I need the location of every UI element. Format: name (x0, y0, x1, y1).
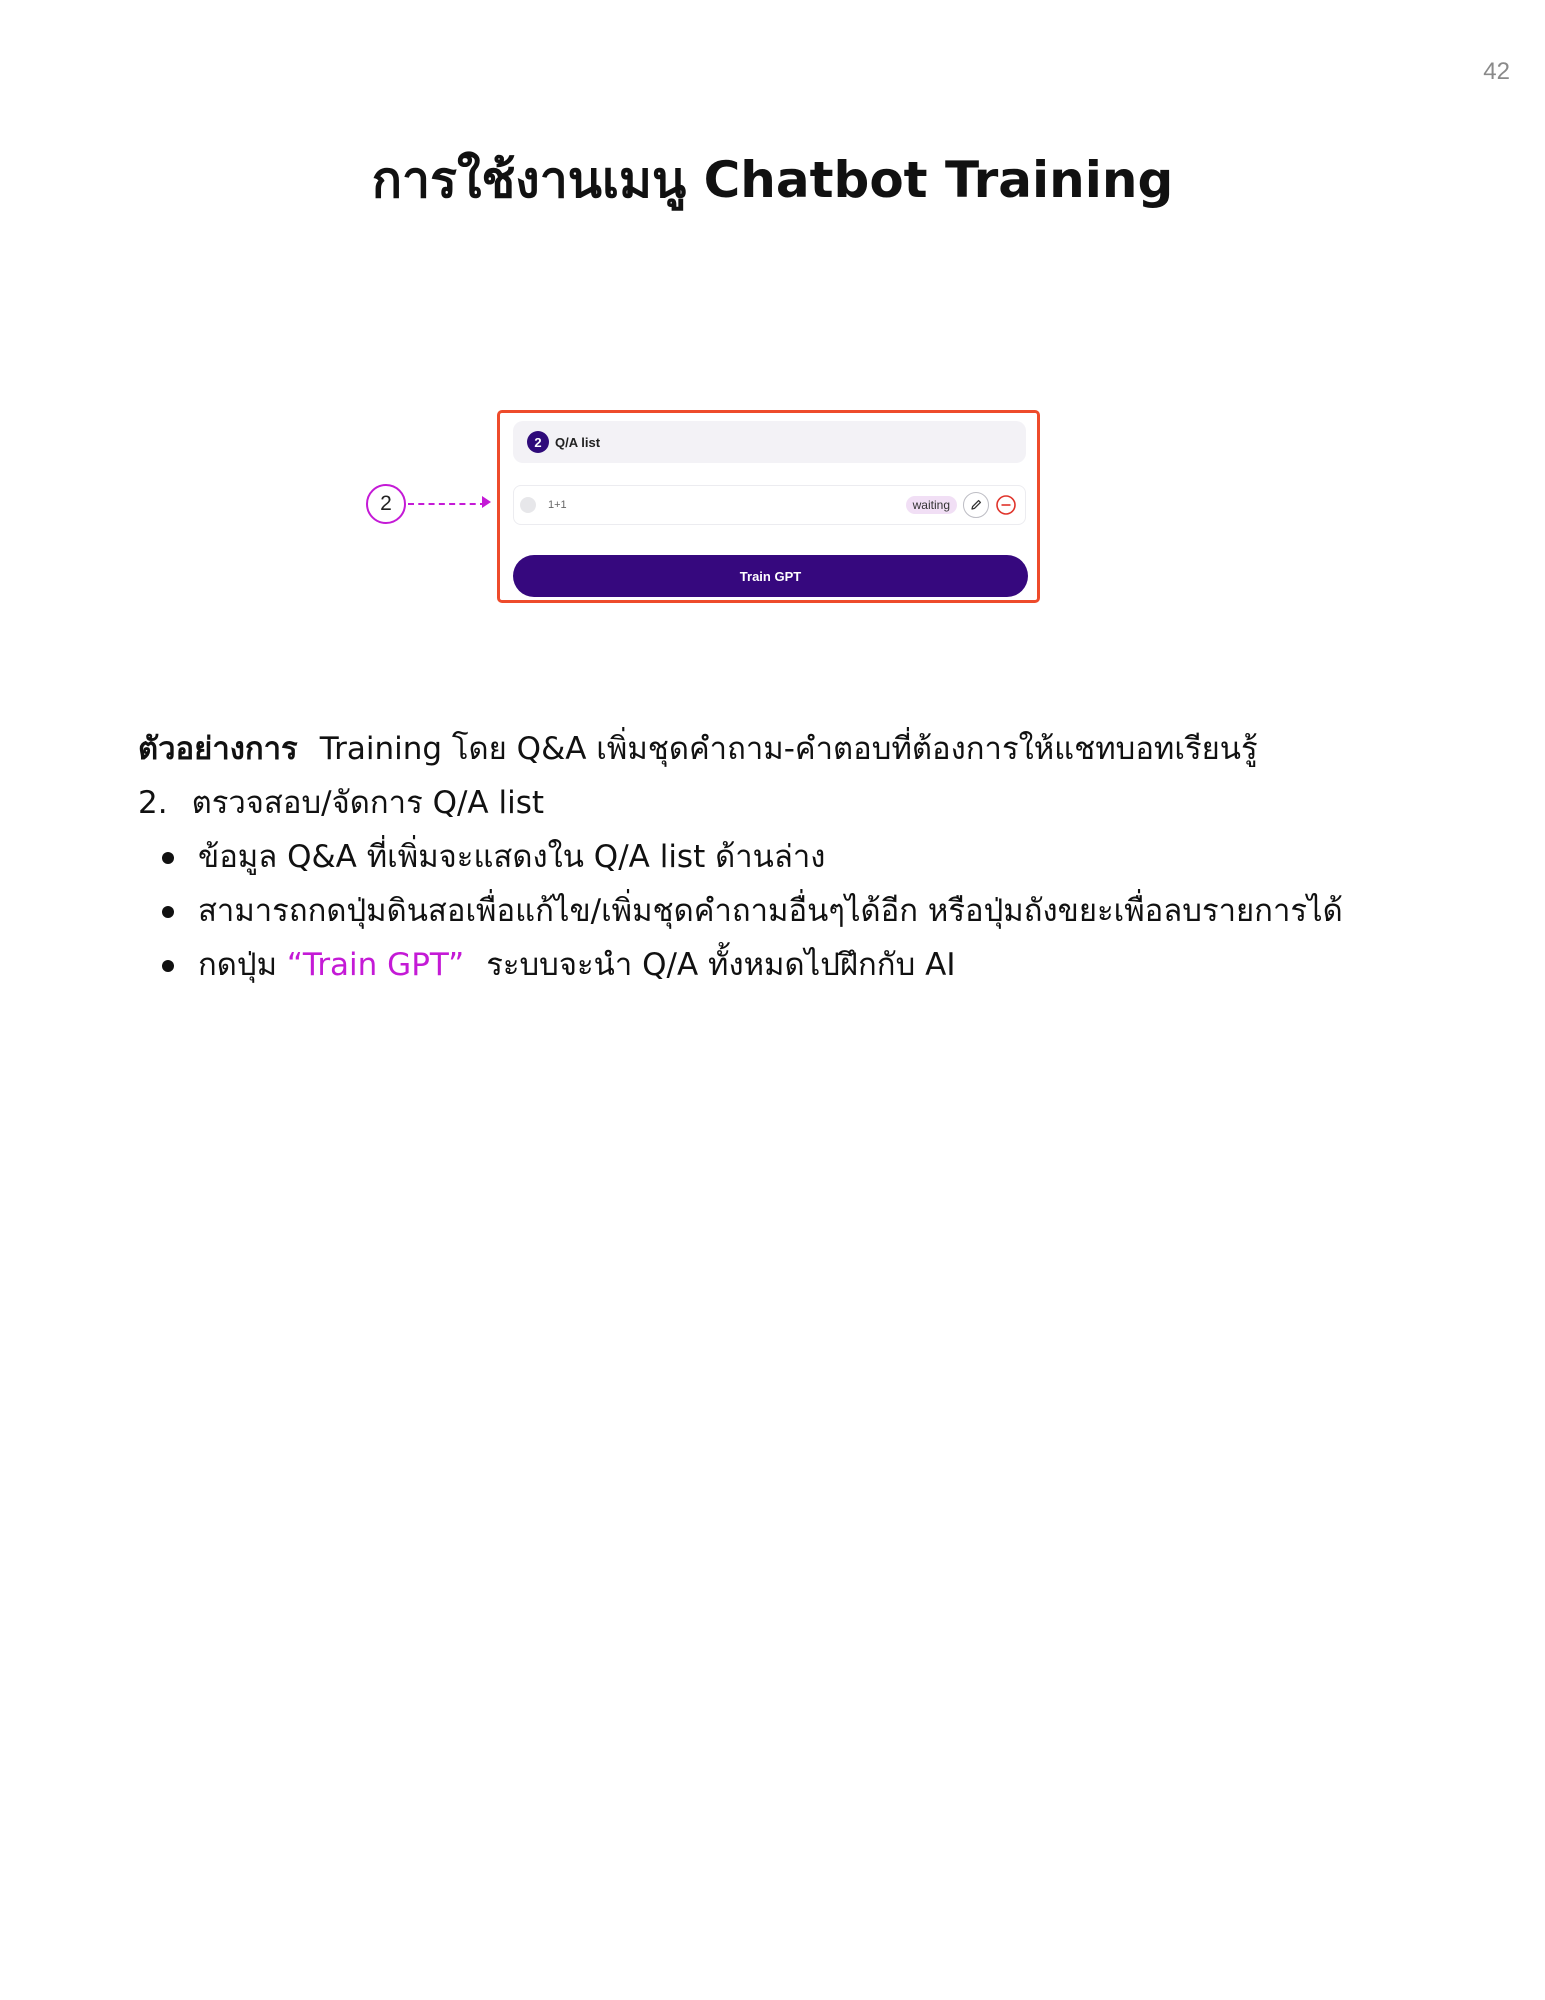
step-number: 2. (138, 785, 168, 821)
page-number: 42 (1483, 58, 1510, 85)
qa-question-text: 1+1 (548, 499, 567, 511)
callout-marker: 2 (366, 484, 406, 524)
minus-circle-icon (995, 494, 1017, 516)
bullet-list (138, 830, 1438, 992)
qa-list-screenshot (497, 410, 1040, 603)
bullet-item (138, 938, 1438, 992)
bullet-suffix: ระบบจะนำ Q/A ทั้งหมดไปฝึกกับ AI (486, 947, 956, 983)
edit-button[interactable] (963, 492, 989, 518)
callout-dashed-line (408, 503, 486, 505)
bullet-item: สามารถกดปุ่มดินสอเพื่อแก้ไข/เพิ่มชุดคำถามอื่นๆได้อีก หรือปุ่มถังขยะเพื่อลบรายการได้ (138, 884, 1438, 938)
instructions (138, 722, 1438, 992)
train-gpt-highlight: “Train GPT” (286, 947, 465, 983)
pencil-icon (969, 498, 983, 512)
remove-button[interactable] (995, 494, 1017, 516)
step-text: ตรวจสอบ/จัดการ Q/A list (191, 785, 545, 821)
bullet-item: ข้อมูล Q&A ที่เพิ่มจะแสดงใน Q/A list ด้านล่าง (138, 830, 1438, 884)
status-badge: waiting (906, 496, 957, 514)
intro-text: Training โดย Q&A เพิ่มชุดคำถาม-คำตอบที่ต้องการให้แชทบอทเรียนรู้ (319, 731, 1258, 767)
row-select-checkbox[interactable] (520, 497, 536, 513)
bullet-prefix: กดปุ่ม (198, 947, 278, 983)
page-title: การใช้งานเมนู Chatbot Training (371, 151, 1174, 209)
qa-list-header (513, 421, 1026, 463)
intro-line (138, 722, 1438, 776)
step-badge: 2 (527, 431, 549, 453)
qa-list-title: Q/A list (555, 434, 601, 450)
step-heading (138, 776, 1438, 830)
train-gpt-button[interactable]: Train GPT (513, 555, 1028, 597)
qa-list-item[interactable] (513, 485, 1026, 525)
intro-bold-label: ตัวอย่างการ (138, 731, 298, 767)
callout-arrow-icon (482, 496, 491, 508)
